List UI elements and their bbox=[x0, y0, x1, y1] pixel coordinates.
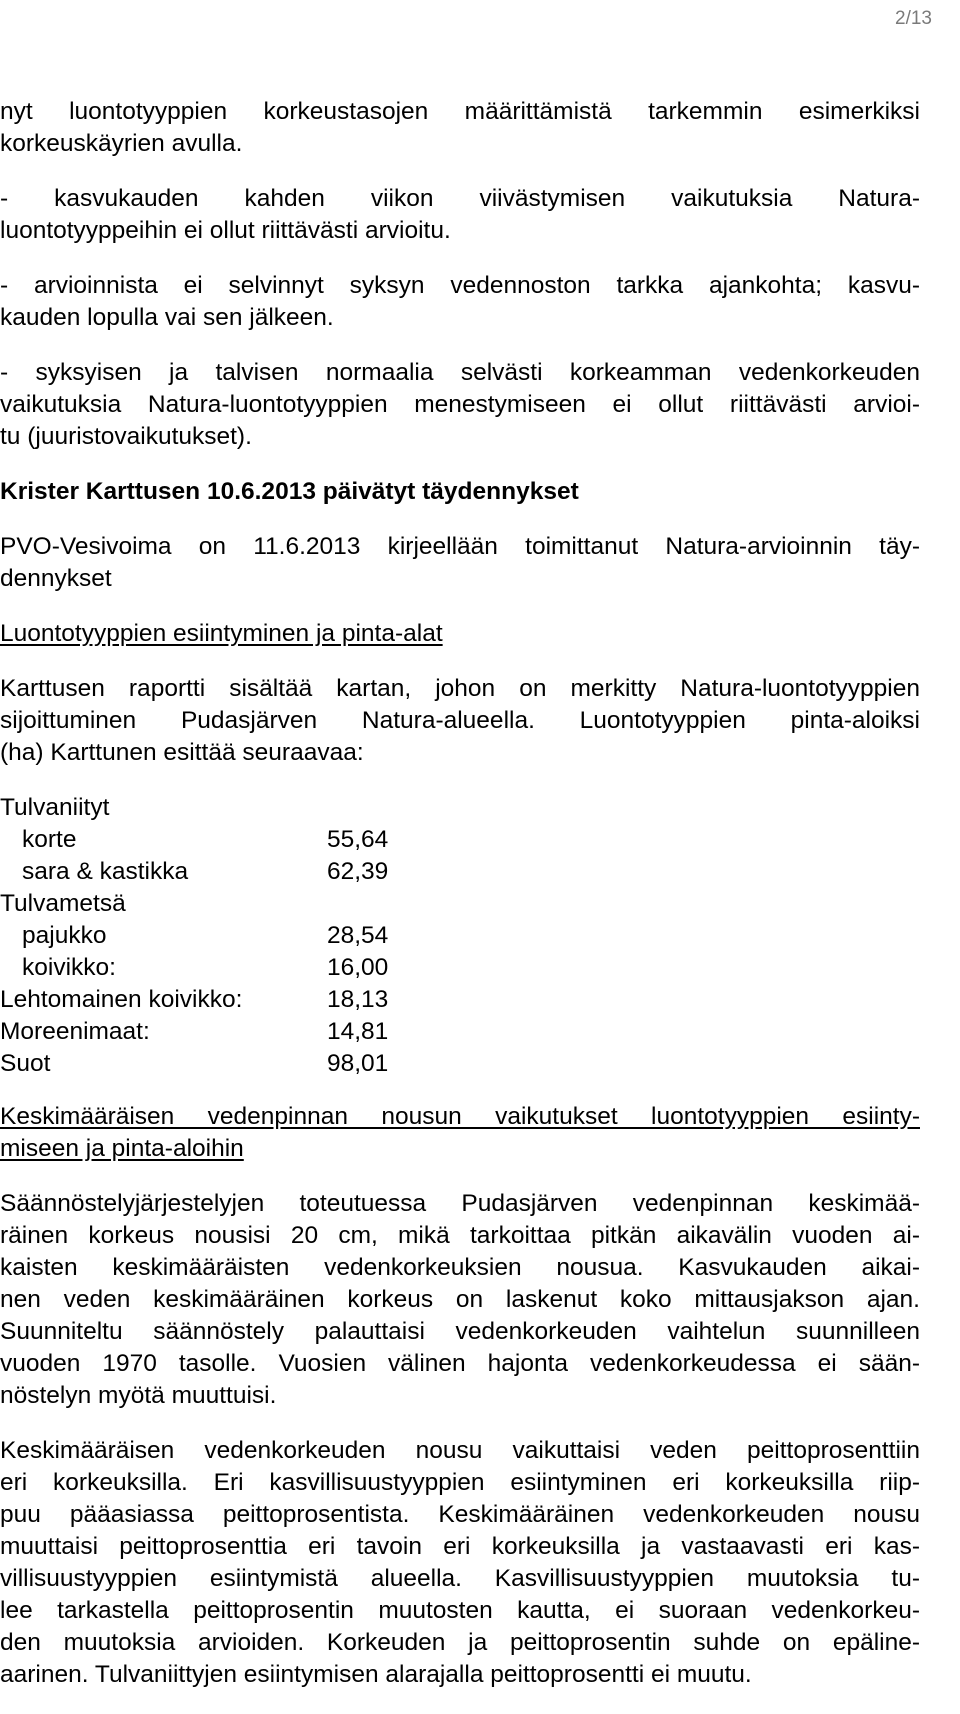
subheading-vedenpinnan bbox=[0, 1101, 920, 1165]
text-line: korkeuskäyrien avulla. bbox=[0, 130, 243, 157]
area-label: sara & kastikka bbox=[22, 858, 189, 885]
area-row bbox=[0, 984, 920, 1016]
paragraph bbox=[0, 1435, 920, 1691]
area-value: 98,01 bbox=[327, 1050, 389, 1077]
area-label: korte bbox=[22, 826, 77, 853]
text-line: Suunniteltu säännöstely palauttaisi vedenkorkeuden vaihtelun suunnilleen bbox=[0, 1318, 920, 1345]
area-value: 14,81 bbox=[327, 1018, 389, 1045]
document-body bbox=[0, 96, 920, 1714]
paragraph bbox=[0, 183, 920, 247]
text-line: Karttusen raportti sisältää kartan, johon on merkitty Natura-luontotyyppien bbox=[0, 675, 920, 702]
text-line: - kasvukauden kahden viikon viivästymisen vaikutuksia Natura- bbox=[0, 185, 920, 212]
text-line: den muutoksia arvioiden. Korkeuden ja peittoprosentin suhde on epäline- bbox=[0, 1629, 920, 1656]
text-line: nen veden keskimääräinen korkeus on laskenut koko mittausjakson ajan. bbox=[0, 1286, 920, 1313]
text-line: kauden lopulla vai sen jälkeen. bbox=[0, 304, 334, 331]
area-value: 28,54 bbox=[327, 922, 389, 949]
area-label: Lehtomainen koivikko: bbox=[0, 986, 243, 1013]
text-line: kaisten keskimääräisten vedenkorkeuksien nousua. Kasvukauden aikai- bbox=[0, 1254, 920, 1281]
text-line: dennykset bbox=[0, 565, 112, 592]
area-row bbox=[0, 888, 920, 920]
area-value: 55,64 bbox=[327, 826, 389, 853]
text-line: räinen korkeus nousisi 20 cm, mikä tarkoittaa pitkän aikavälin vuoden ai- bbox=[0, 1222, 920, 1249]
area-label: pajukko bbox=[22, 922, 107, 949]
text-line: aarinen. Tulvaniittyjen esiintymisen alarajalla peittoprosentti ei muutu. bbox=[0, 1661, 752, 1688]
paragraph bbox=[0, 96, 920, 160]
area-value: 62,39 bbox=[327, 858, 389, 885]
text-line: vaikutuksia Natura-luontotyyppien menestymiseen ei ollut riittävästi arvioi- bbox=[0, 391, 920, 418]
area-value: 16,00 bbox=[327, 954, 389, 981]
paragraph bbox=[0, 1188, 920, 1412]
text-line: villisuustyyppien esiintymistä alueella. Kasvillisuustyyppien muutoksia tu- bbox=[0, 1565, 920, 1592]
area-label: Tulvaniityt bbox=[0, 794, 110, 821]
text-line: tu (juuristovaikutukset). bbox=[0, 423, 252, 450]
paragraph bbox=[0, 270, 920, 334]
page-number: 2/13 bbox=[895, 8, 932, 29]
area-value: 18,13 bbox=[327, 986, 389, 1013]
text-line: PVO-Vesivoima on 11.6.2013 kirjeellään toimittanut Natura-arvioinnin täy- bbox=[0, 533, 920, 560]
intro-paragraphs bbox=[0, 96, 920, 453]
text-line: Säännöstelyjärjestelyjen toteutuessa Pudasjärven vedenpinnan keskimää- bbox=[0, 1190, 920, 1217]
area-label: koivikko: bbox=[22, 954, 116, 981]
karttusen-paragraph bbox=[0, 673, 920, 769]
section-heading: Krister Karttusen 10.6.2013 päivätyt täydennykset bbox=[0, 478, 579, 505]
subheading-text: Luontotyyppien esiintyminen ja pinta-alat bbox=[0, 620, 443, 647]
text-line: Keskimääräisen vedenkorkeuden nousu vaikuttaisi veden peittoprosenttiin bbox=[0, 1437, 920, 1464]
text-line: eri korkeuksilla. Eri kasvillisuustyyppien esiintyminen eri korkeuksilla riip- bbox=[0, 1469, 920, 1496]
area-label: Tulvametsä bbox=[0, 890, 126, 917]
area-row bbox=[0, 856, 920, 888]
text-line: vuoden 1970 tasolle. Vuosien välinen hajonta vedenkorkeudessa ei sään- bbox=[0, 1350, 920, 1377]
subheading-luontotyyppien bbox=[0, 618, 920, 650]
end-paragraphs bbox=[0, 1188, 920, 1691]
text-line: sijoittuminen Pudasjärven Natura-alueella. Luontotyyppien pinta-aloiksi bbox=[0, 707, 920, 734]
text-line: miseen ja pinta-aloihin bbox=[0, 1135, 244, 1162]
text-line: lee tarkastella peittoprosentin muutosten kautta, ei suoraan vedenkorkeu- bbox=[0, 1597, 920, 1624]
area-label: Suot bbox=[0, 1050, 51, 1077]
pvo-paragraph bbox=[0, 531, 920, 595]
text-line: (ha) Karttunen esittää seuraavaa: bbox=[0, 739, 364, 766]
text-line: nyt luontotyyppien korkeustasojen määrittämistä tarkemmin esimerkiksi bbox=[0, 98, 920, 125]
area-row bbox=[0, 952, 920, 984]
text-line: nöstelyn myötä muuttuisi. bbox=[0, 1382, 277, 1409]
area-row bbox=[0, 1048, 920, 1080]
area-row bbox=[0, 792, 920, 824]
text-line: luontotyyppeihin ei ollut riittävästi arvioitu. bbox=[0, 217, 451, 244]
paragraph bbox=[0, 357, 920, 453]
habitat-area-list bbox=[0, 792, 920, 1080]
text-line: muuttaisi peittoprosenttia eri tavoin eri korkeuksilla ja vastaavasti eri kas- bbox=[0, 1533, 920, 1560]
text-line: - arvioinnista ei selvinnyt syksyn vedennoston tarkka ajankohta; kasvu- bbox=[0, 272, 920, 299]
area-row bbox=[0, 1016, 920, 1048]
text-line: Keskimääräisen vedenpinnan nousun vaikutukset luontotyyppien esiinty- bbox=[0, 1103, 920, 1130]
text-line: puu pääasiassa peittoprosentista. Keskimääräinen vedenkorkeuden nousu bbox=[0, 1501, 920, 1528]
area-row bbox=[0, 920, 920, 952]
text-line: - syksyisen ja talvisen normaalia selvästi korkeamman vedenkorkeuden bbox=[0, 359, 920, 386]
area-label: Moreenimaat: bbox=[0, 1018, 150, 1045]
area-row bbox=[0, 824, 920, 856]
